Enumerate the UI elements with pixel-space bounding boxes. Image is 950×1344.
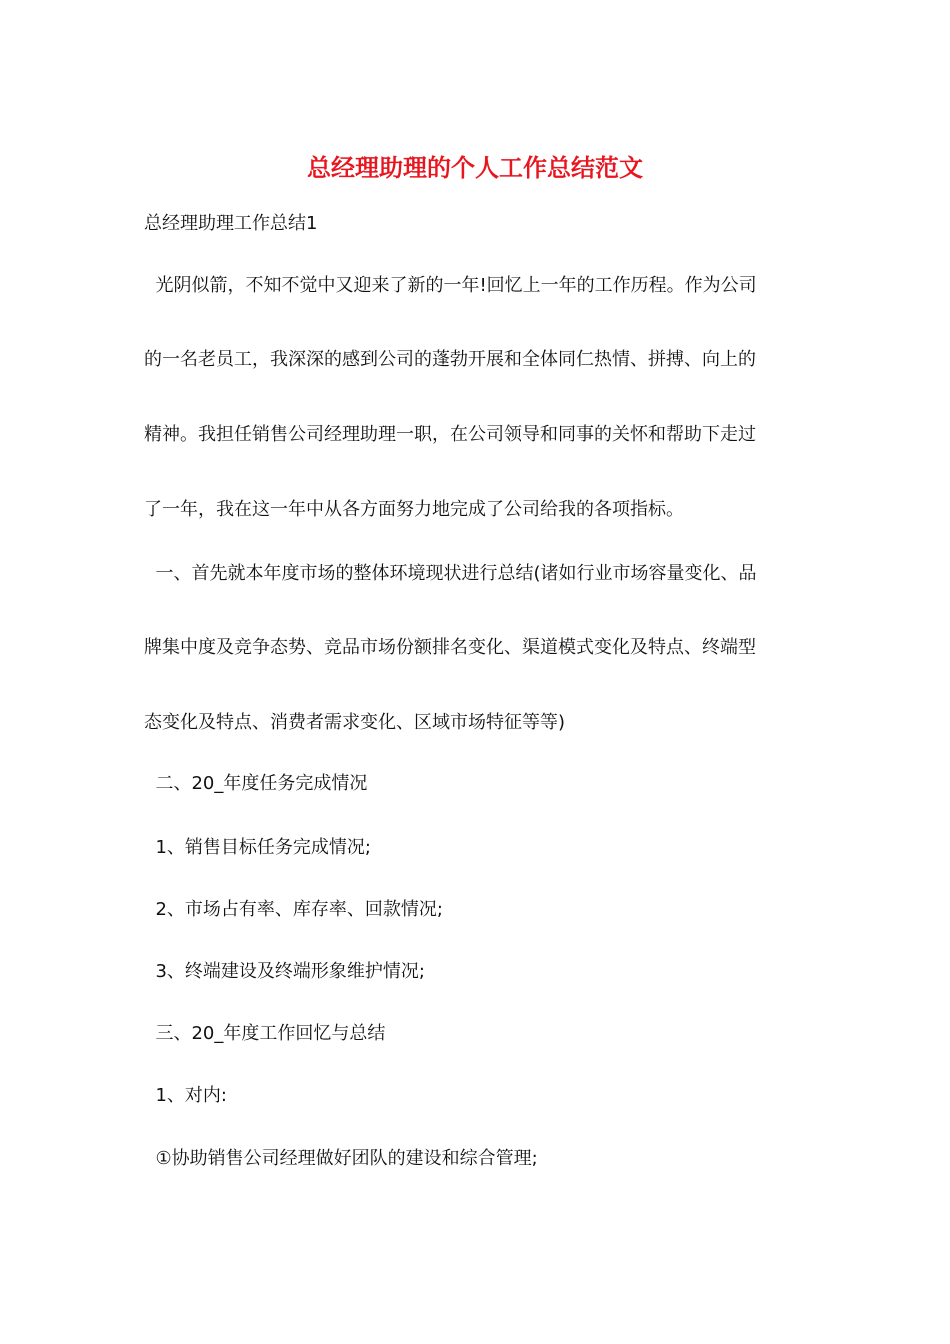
paragraph-line: 一、首先就本年度市场的整体环境现状进行总结(诸如行业市场容量变化、品 [144, 563, 757, 584]
list-item: ①协助销售公司经理做好团队的建设和综合管理; [144, 1148, 538, 1169]
section-heading: 总经理助理工作总结1 [144, 213, 318, 234]
list-item: 1、销售目标任务完成情况; [144, 837, 371, 858]
paragraph-line: 牌集中度及竞争态势、竞品市场份额排名变化、渠道模式变化及特点、终端型 [144, 637, 756, 658]
paragraph-line: 态变化及特点、消费者需求变化、区域市场特征等等) [144, 712, 566, 733]
paragraph-line: 的一名老员工，我深深的感到公司的蓬勃开展和全体同仁热情、拼搏、向上的 [144, 349, 756, 370]
list-item: 3、终端建设及终端形象维护情况; [144, 961, 425, 982]
list-item: 2、市场占有率、库存率、回款情况; [144, 899, 443, 920]
paragraph-line: 精神。我担任销售公司经理助理一职，在公司领导和同事的关怀和帮助下走过 [144, 424, 756, 445]
document-title: 总经理助理的个人工作总结范文 [307, 154, 643, 182]
list-heading: 三、20_年度工作回忆与总结 [144, 1023, 386, 1044]
paragraph-line: 了一年，我在这一年中从各方面努力地完成了公司给我的各项指标。 [144, 499, 684, 520]
paragraph-line: 光阴似箭，不知不觉中又迎来了新的一年!回忆上一年的工作历程。作为公司 [144, 275, 757, 296]
list-item: 1、对内: [144, 1085, 227, 1106]
list-heading: 二、20_年度任务完成情况 [144, 773, 368, 794]
